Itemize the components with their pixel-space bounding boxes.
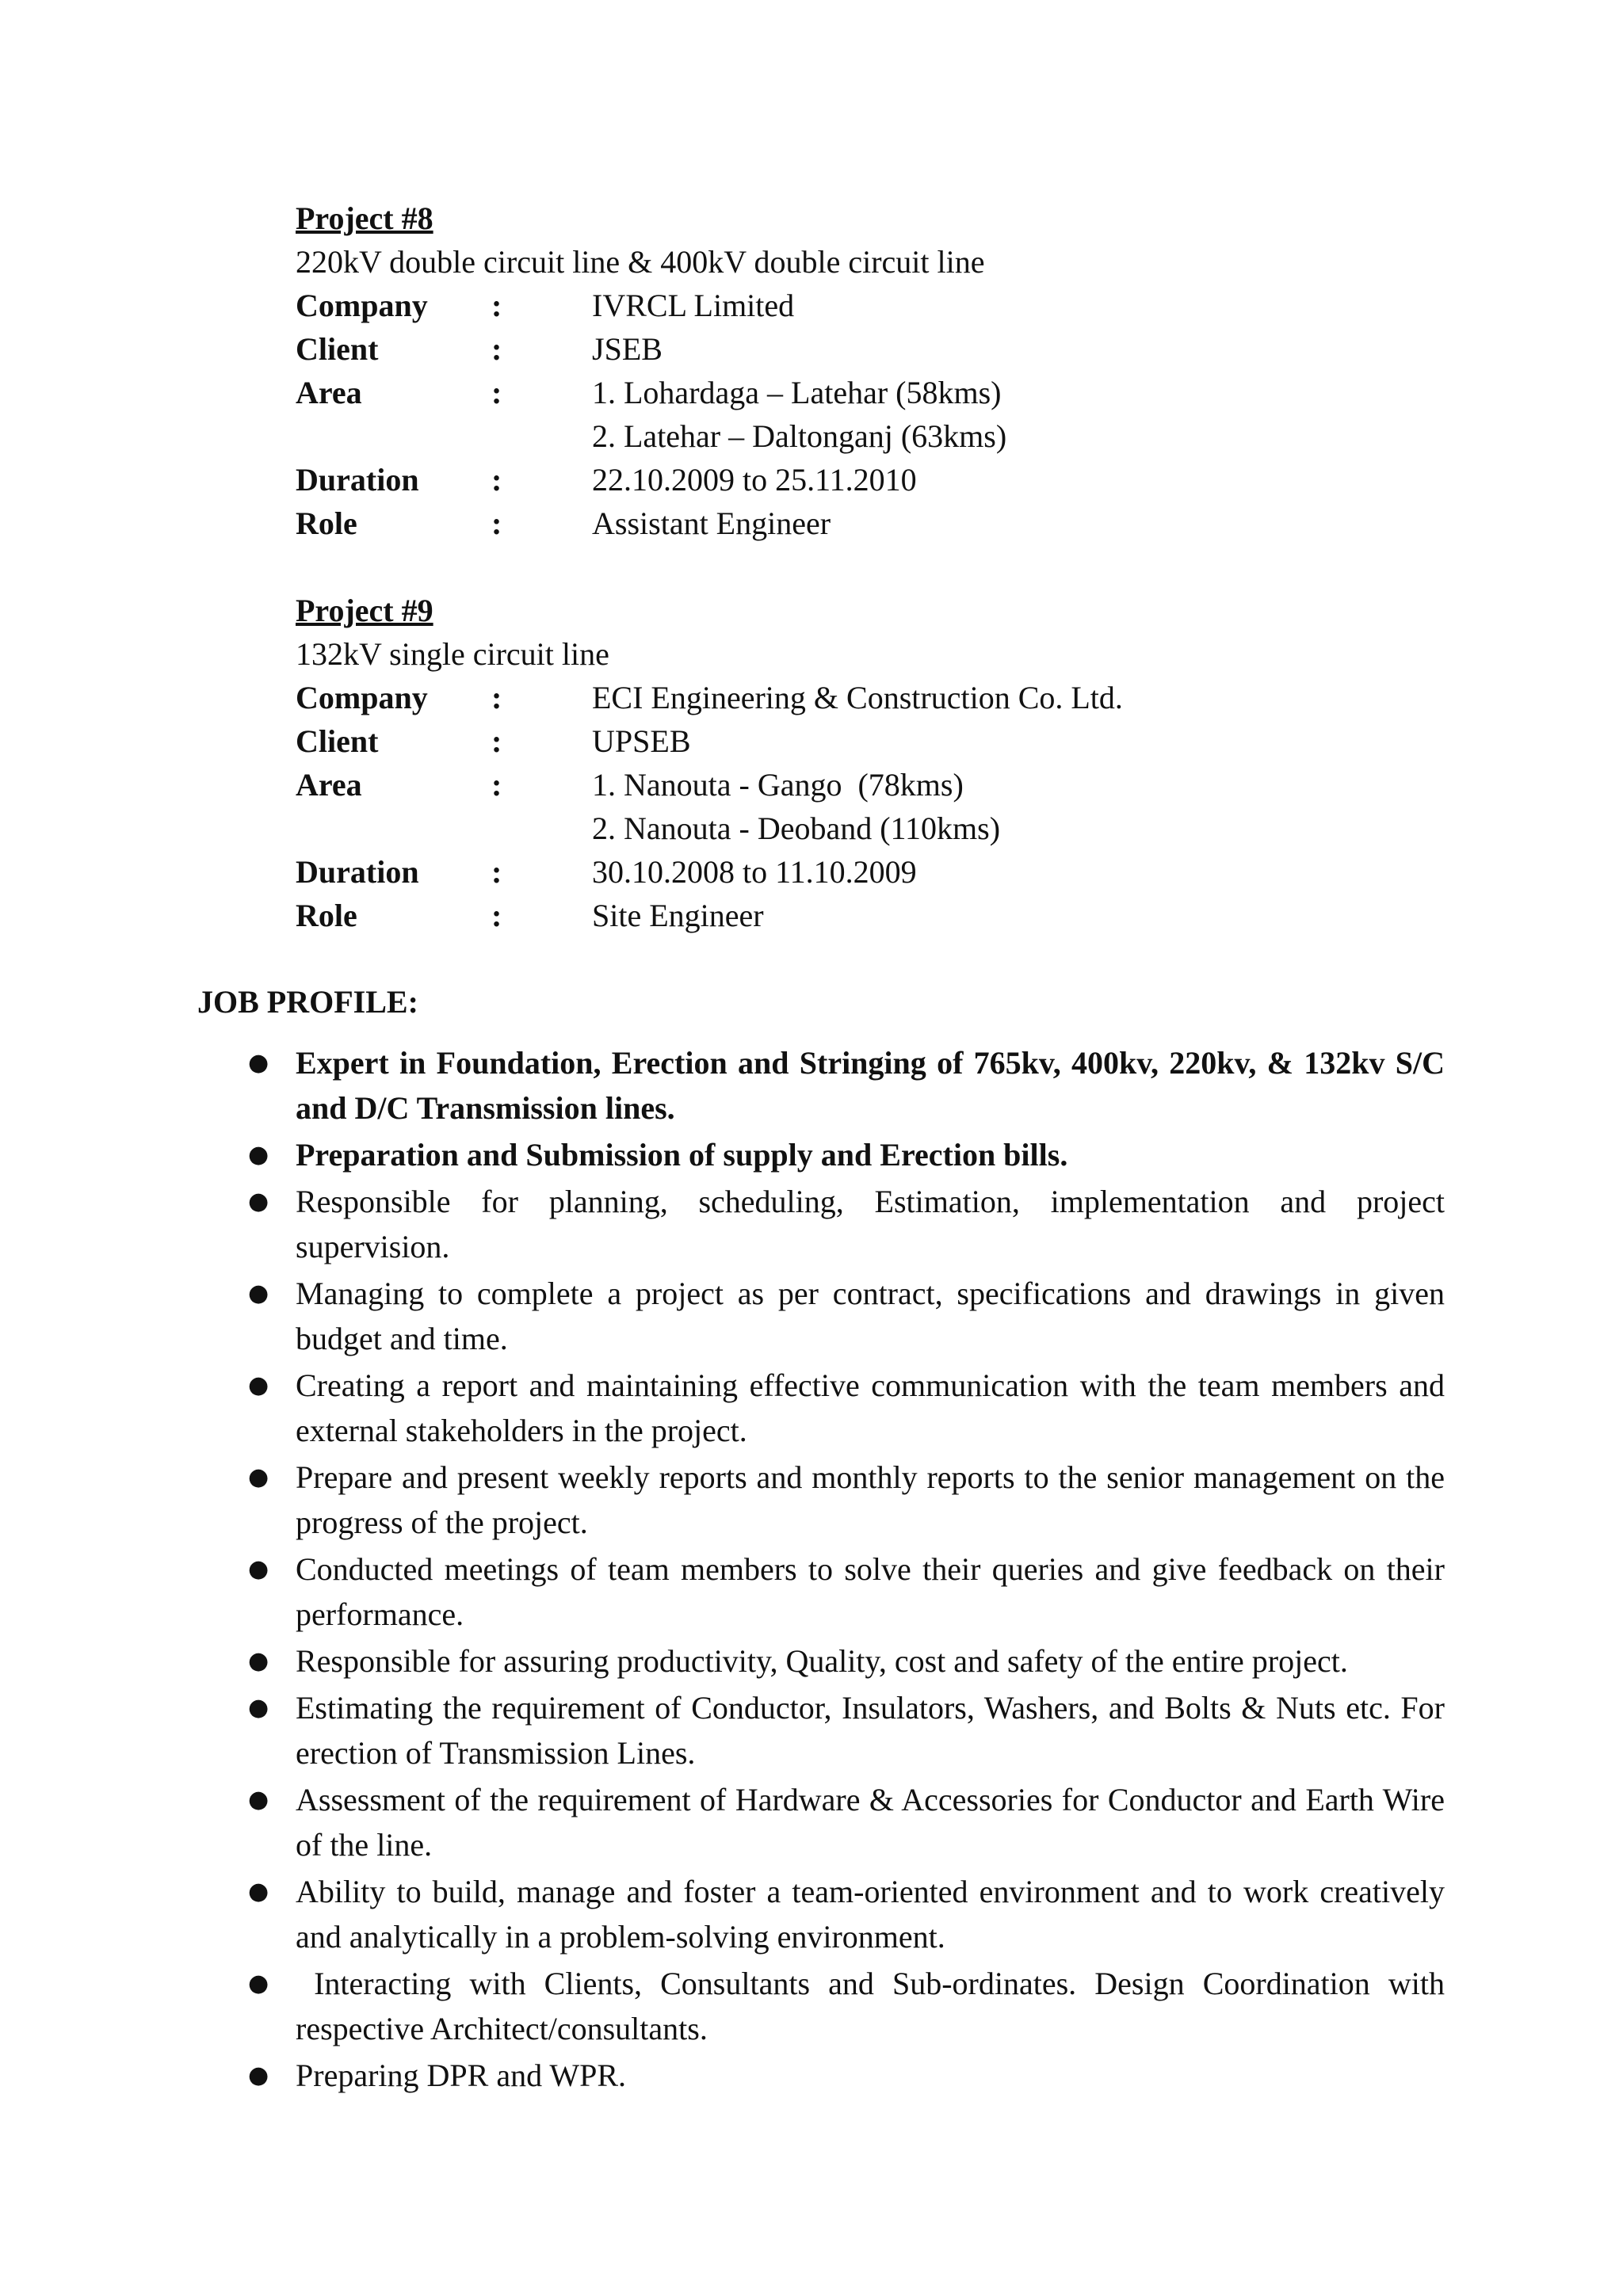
role-value: Site Engineer [592, 898, 764, 933]
area-line-1: 1. Nanouta - Gango (78kms) [592, 767, 964, 803]
list-item [248, 1455, 1445, 1545]
duration-value: 30.10.2008 to 11.10.2009 [592, 854, 917, 890]
role-label: Role [296, 898, 357, 933]
project-description: 132kV single circuit line [296, 636, 609, 672]
list-item [248, 1869, 1445, 1959]
list-item [248, 1685, 1445, 1775]
bullet-icon: ● [248, 1786, 269, 1814]
colon: : [491, 505, 502, 541]
area-label: Area [296, 767, 362, 803]
list-item-text: Conducted meetings of team members to solve their queries and give feedback on their performance. [296, 1551, 1445, 1632]
area-row [296, 763, 1453, 850]
bullet-icon: ● [248, 1463, 269, 1491]
job-profile-list [248, 1040, 1453, 2100]
colon: : [491, 331, 502, 367]
list-item-text: Managing to complete a project as per contract, specifications and drawings in given budget and time. [296, 1276, 1445, 1356]
list-item-text: Prepare and present weekly reports and monthly reports to the senior management on the progress of the project. [296, 1459, 1445, 1540]
list-item-text: Preparation and Submission of supply and Erection bills. [296, 1137, 1068, 1173]
bullet-icon: ● [248, 1878, 269, 1905]
duration-row [296, 458, 1453, 502]
list-item-text: Assessment of the requirement of Hardware & Accessories for Conductor and Earth Wire of the line. [296, 1782, 1445, 1863]
client-label: Client [296, 331, 379, 367]
list-item [248, 1179, 1445, 1269]
area-line-2: 2. Nanouta - Deoband (110kms) [592, 810, 1001, 846]
project-description: 220kV double circuit line & 400kV double circuit line [296, 244, 985, 280]
duration-value: 22.10.2009 to 25.11.2010 [592, 462, 917, 498]
bullet-icon: ● [248, 2061, 269, 2089]
company-label: Company [296, 680, 428, 715]
client-label: Client [296, 723, 379, 759]
duration-row [296, 850, 1453, 894]
role-row [296, 502, 1453, 545]
area-line-2: 2. Latehar – Daltonganj (63kms) [592, 418, 1007, 454]
list-item-text: Creating a report and maintaining effective communication with the team members and external stakeholders in the project. [296, 1367, 1445, 1448]
company-row [296, 284, 1453, 327]
client-value: UPSEB [592, 723, 691, 759]
list-item [248, 1777, 1445, 1867]
list-item-text: Ability to build, manage and foster a team-oriented environment and to work creatively and analytically in a problem-solving environment. [296, 1874, 1445, 1955]
colon: : [491, 723, 502, 759]
bullet-icon: ● [248, 1188, 269, 1215]
bullet-icon: ● [248, 1371, 269, 1399]
company-row [296, 676, 1453, 719]
company-value: ECI Engineering & Construction Co. Ltd. [592, 680, 1123, 715]
duration-label: Duration [296, 462, 419, 498]
list-item-text: Responsible for planning, scheduling, Estimation, implementation and project supervision. [296, 1184, 1445, 1264]
bullet-icon: ● [248, 1141, 269, 1169]
bullet-icon: ● [248, 1970, 269, 1997]
role-value: Assistant Engineer [592, 505, 831, 541]
area-value [592, 763, 1000, 850]
list-item-text: Expert in Foundation, Erection and Stringing of 765kv, 400kv, 220kv, & 132kv S/C and D/C Transmission lines. [296, 1045, 1445, 1126]
area-value [592, 371, 1006, 458]
list-item-text: Preparing DPR and WPR. [296, 2058, 627, 2093]
colon: : [491, 462, 502, 498]
colon: : [491, 898, 502, 933]
list-item [248, 1132, 1445, 1177]
list-item [248, 1363, 1445, 1453]
role-label: Role [296, 505, 357, 541]
list-item [248, 2053, 1445, 2098]
list-item-text: Estimating the requirement of Conductor, Insulators, Washers, and Bolts & Nuts etc. For erection of Transmission Lines. [296, 1690, 1445, 1771]
list-item [248, 1638, 1445, 1684]
bullet-icon: ● [248, 1280, 269, 1307]
bullet-icon: ● [248, 1647, 269, 1675]
project-heading: Project #9 [296, 593, 433, 628]
list-item [248, 1547, 1445, 1637]
duration-label: Duration [296, 854, 419, 890]
client-row [296, 327, 1453, 371]
colon: : [491, 288, 502, 323]
list-item-text: Interacting with Clients, Consultants and Sub-ordinates. Design Coordination with respective Architect/consultants. [296, 1966, 1453, 2046]
colon: : [491, 854, 502, 890]
bullet-icon: ● [248, 1694, 269, 1722]
project-heading: Project #8 [296, 200, 433, 236]
bullet-icon: ● [248, 1049, 269, 1077]
area-label: Area [296, 375, 362, 410]
company-value: IVRCL Limited [592, 288, 795, 323]
list-item [248, 1271, 1445, 1361]
job-profile-heading: JOB PROFILE: [197, 984, 418, 1020]
project-8-section [296, 196, 1453, 545]
area-line-1: 1. Lohardaga – Latehar (58kms) [592, 375, 1002, 410]
client-value: JSEB [592, 331, 663, 367]
colon: : [491, 767, 502, 803]
project-9-section [296, 589, 1453, 937]
area-row [296, 371, 1453, 458]
bullet-icon: ● [248, 1555, 269, 1583]
colon: : [491, 680, 502, 715]
client-row [296, 719, 1453, 763]
role-row [296, 894, 1453, 937]
company-label: Company [296, 288, 428, 323]
list-item [248, 1040, 1445, 1131]
list-item [248, 1961, 1453, 2051]
colon: : [491, 375, 502, 410]
list-item-text: Responsible for assuring productivity, Quality, cost and safety of the entire project. [296, 1643, 1348, 1679]
